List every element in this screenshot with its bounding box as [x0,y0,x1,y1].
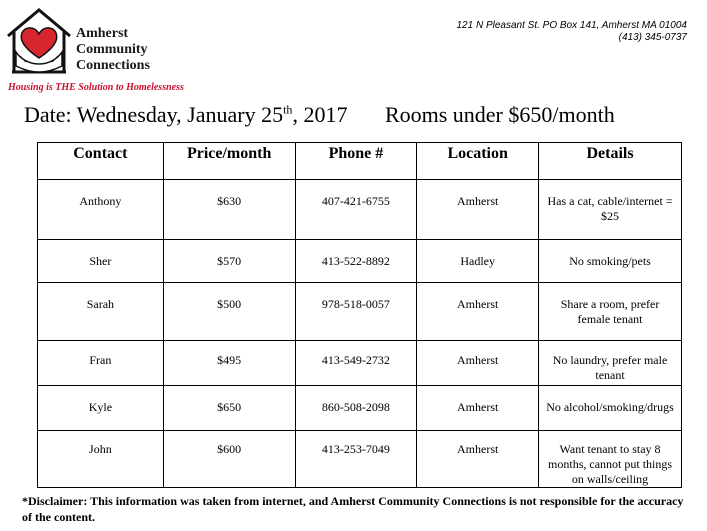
org-tagline: Housing is THE Solution to Homelessness [8,82,184,93]
date-prefix: Date: Wednesday, January 25 [24,102,284,127]
cell-price: $495 [163,341,295,386]
cell-details: No smoking/pets [539,240,682,283]
date-year: , 2017 [292,102,348,127]
cell-price: $600 [163,431,295,488]
column-header-details: Details [539,143,682,180]
cell-price: $500 [163,283,295,341]
column-header-phone: Phone # [295,143,417,180]
column-header-location: Location [417,143,539,180]
cell-location: Amherst [417,283,539,341]
cell-phone: 978-518-0057 [295,283,417,341]
cell-details: Share a room, prefer female tenant [539,283,682,341]
cell-price: $570 [163,240,295,283]
table-header-row [38,143,682,180]
cell-contact: Fran [38,341,164,386]
rooms-title: Rooms under $650/month [384,102,615,127]
column-header-contact: Contact [38,143,164,180]
cell-details: No alcohol/smoking/drugs [539,386,682,431]
address-street: 121 N Pleasant St. PO Box 141, Amherst MA 01004 [456,20,687,31]
org-name-line: Amherst [76,26,129,41]
date-ordinal: th [283,102,293,117]
cell-location: Amherst [417,180,539,240]
page-heading [24,102,615,128]
cell-location: Amherst [417,431,539,488]
table-row [38,283,682,341]
cell-phone: 407-421-6755 [295,180,417,240]
org-address [457,20,688,44]
column-header-price: Price/month [163,143,295,180]
cell-price: $630 [163,180,295,240]
org-logo [4,6,204,93]
cell-location: Hadley [417,240,539,283]
cell-price: $650 [163,386,295,431]
cell-details: No laundry, prefer male tenant [539,341,682,386]
table-row [38,180,682,240]
cell-contact: Sher [38,240,164,283]
org-name [76,26,150,74]
address-phone: (413) 345-0737 [618,32,687,43]
table-row [38,341,682,386]
cell-contact: Sarah [38,283,164,341]
org-name-line: Connections [76,58,150,73]
cell-contact: John [38,431,164,488]
cell-phone: 860-508-2098 [295,386,417,431]
table-row [38,431,682,488]
disclaimer: *Disclaimer: This information was taken from internet, and Amherst Community Connections is not responsible for the accuracy of the content. [22,494,684,524]
cell-phone: 413-253-7049 [295,431,417,488]
cell-contact: Anthony [38,180,164,240]
cell-location: Amherst [417,386,539,431]
cell-details: Has a cat, cable/internet = $25 [539,180,682,240]
table-row [38,240,682,283]
rooms-table [37,142,682,488]
cell-phone: 413-522-8892 [295,240,417,283]
cell-details: Want tenant to stay 8 months, cannot put things on walls/ceiling [539,431,682,488]
house-heart-hands-icon [4,6,74,78]
org-name-line: Community [76,42,148,57]
cell-contact: Kyle [38,386,164,431]
cell-phone: 413-549-2732 [295,341,417,386]
cell-location: Amherst [417,341,539,386]
table-row [38,386,682,431]
